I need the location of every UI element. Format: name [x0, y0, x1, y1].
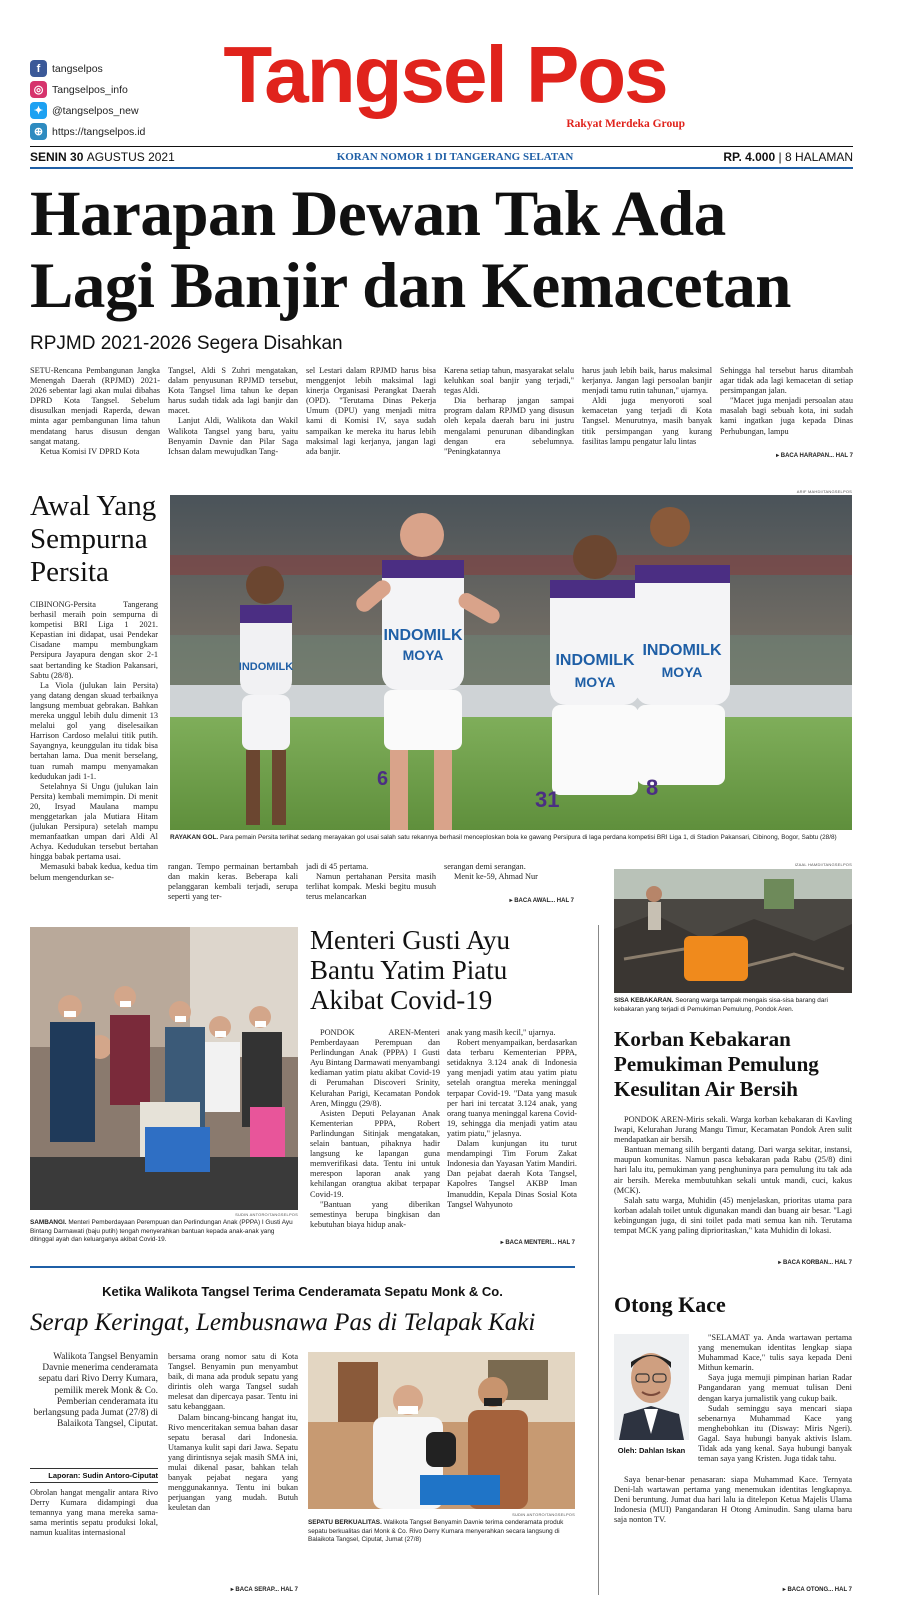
- arrow-right-icon: ▸: [500, 1240, 504, 1246]
- continue-text: BACA KORBAN... HAL 7: [782, 1260, 852, 1266]
- continue-text: BACA MENTERI... HAL 7: [505, 1240, 575, 1246]
- portrait-art: [614, 1334, 689, 1440]
- caption-text: Seorang warga tampak mengais sisa-sisa barang dari kebakaran yang terjadi di Pemukiman Pemulung, Pondok Aren.: [614, 997, 828, 1013]
- lead-text: harus jauh lebih baik, harus maksimal kerjanya. Jangan lagi persoalan banjir menjadi tamu rutin tahunan," ujarnya.: [582, 366, 712, 396]
- kebakaran-text: Bantuan memang silih berganti datang. Dari warga sekitar, instansi, maupun komunitas. Namun pasca kebakaran pada Rabu (25/8) dini hari lalu itu, pemukiman yang penghuninya para pemulung itu tak ada air bersih. Mereka membutuhkan sekali untuk mandi, cuci, kakus (MCK).: [614, 1145, 852, 1195]
- lead-text: Aldi juga menyoroti soal kemacetan yang terjadi di Kota Tangsel. Menurutnya, masih banyak titik persimpangan yang kurang fasilitas lampu pengatur lalu lintas: [582, 396, 712, 446]
- jersey-sponsor-text: MOYA: [402, 647, 444, 663]
- persita-continue-link[interactable]: [444, 897, 574, 904]
- sepatu-text: Walikota Tangsel Benyamin Davnie menerima cenderamata sepatu dari Rivo Derry Kumara, pemilik merek Monk & Co. Pemberian cenderamata itu berlangsung pada Jumat (27/8) di Balaikota Tangsel, Ciputat.: [33, 1352, 158, 1430]
- lead-text: "Macet juga menjadi persoalan atau masalah bagi sebuah kota, ini sudah kami ingatkan juga kepada Dinas Perhubungan, lampu: [720, 396, 853, 436]
- arrow-right-icon: ▸: [778, 1260, 782, 1266]
- publisher-group: Rakyat Merdeka Group: [566, 118, 685, 130]
- headline-line: Kesulitan Air Bersih: [614, 1077, 798, 1101]
- menteri-text: PONDOK AREN-Menteri Pemberdayaan Perempuan dan Perlindungan Anak (PPPA) I Gusti Ayu Bintang Darmawati menyambangi kediaman yatim piatu akibat Covid-19 di Perumahan Discoveri Srinity, Kelurahan Parigi, Kecamatan Pondok Aren, Minggu (29/8).: [310, 1028, 440, 1108]
- price-separator: |: [778, 150, 782, 164]
- otong-continue-link[interactable]: [614, 1586, 852, 1593]
- social-label: https://tangselpos.id: [52, 125, 146, 138]
- arrow-right-icon: ▸: [782, 1587, 786, 1593]
- minister-photo-caption: [30, 1219, 298, 1247]
- social-website[interactable]: [30, 121, 190, 142]
- issue-date: [30, 150, 175, 164]
- lead-col-5: [582, 366, 712, 466]
- arrow-right-icon: ▸: [509, 898, 513, 904]
- menteri-text: "Bantuan yang diberikan semestinya berupa bingkisan dan kebutuhan biaya hidup anak-: [310, 1199, 440, 1229]
- sepatu-text: Obrolan hangat mengalir antara Rivo Derry Kumara didampingi dua temannya yang mana mereka sama-sama merintis sepatu produksi lokal, namun kualitas internasional: [30, 1488, 158, 1538]
- headline-line: Sempurna: [30, 523, 148, 555]
- menteri-text: Robert menyampaikan, berdasarkan data terbaru Kementerian PPPA, setidaknya 3.124 anak di Indonesia yang menjadi yatim atau yatim piatu setelah orangtua mereka meninggal terpapar Covid-19. "Data yang masuk per hari ini tercatat 3.124 anak, yang orang tuanya meninggal karena Covid-19, sehingga dia menjadi yatim atau yatim piatu," jelasnya.: [447, 1038, 577, 1138]
- otong-text: "SELAMAT ya. Anda wartawan pertama yang menemukan identitas lengkap siapa Muhammad Kace," tulis saya kepada Deni Mithun kemarin.: [698, 1333, 852, 1373]
- menteri-continue-link[interactable]: [447, 1239, 575, 1246]
- continue-text: BACA OTONG... HAL 7: [787, 1587, 852, 1593]
- persita-col-2: [168, 862, 298, 908]
- lead-text: Sehingga hal tersebut harus ditambah agar tidak ada lagi kemacetan di setiap persimpangan jalan.: [720, 366, 853, 396]
- continue-text: BACA AWAL... HAL 7: [514, 898, 574, 904]
- headline-line: Bantu Yatim Piatu: [310, 955, 508, 985]
- lead-headline-line2: Lagi Banjir dan Kemacetan: [30, 250, 791, 322]
- persita-text: serangan demi serangan.: [444, 862, 526, 871]
- column-divider: [598, 925, 599, 1595]
- headline-line: Akibat Covid-19: [310, 985, 493, 1015]
- lead-subhead: RPJMD 2021-2026 Segera Disahkan: [30, 333, 343, 354]
- menteri-headline[interactable]: [310, 925, 590, 1015]
- persita-headline[interactable]: [30, 490, 170, 589]
- sepatu-kicker: Ketika Walikota Tangsel Terima Cenderamata Sepatu Monk & Co.: [102, 1284, 503, 1299]
- lead-col-2: [168, 366, 298, 466]
- price-info: [680, 150, 853, 164]
- fire-photo-caption: [614, 997, 852, 1017]
- jersey-number: 6: [377, 768, 389, 790]
- kebakaran-text: PONDOK AREN-Miris sekali. Warga korban kebakaran di Kavling Iwapi, Kelurahan Jurang Mangu Timur, Kecamatan Pondok Aren sulit mendapatkan air bersih.: [614, 1115, 852, 1145]
- caption-text: Para pemain Persita terlihat sedang merayakan gol usai salah satu rekannya berhasil menceploskan bola ke gawang Persipura di laga perdana kompetisi BRI Liga 1, di Stadion Pakansari, Cibinong, Bogor, Sabtu (28/8): [219, 834, 837, 841]
- sepatu-text: Dalam bincang-bincang hangat itu, Rivo menceritakan semua bahan dasar sepatu berasal dari Indonesia. Utamanya kulit sapi dari Jawa. Sepatu yang dirintisnya sejak masih SMA ini, mulai dikenal pasar, bahkan telah banyak pejabat negara yang menggunakannya. Tentu ini bukan perjuangan yang mudah. Butuh keuletan dan: [168, 1412, 298, 1513]
- lead-col-3: [306, 366, 436, 466]
- header-rule-bottom: [30, 167, 853, 169]
- photo-credit: IZAAL HAMDI/TANGSELPOS: [794, 862, 852, 867]
- persita-text: Namun pertahanan Persita masih terlihat kompak. Meski begitu musuh terus melancarkan: [306, 872, 436, 902]
- arrow-right-icon: ▸: [776, 453, 780, 459]
- shoe-photo-art: [308, 1352, 575, 1509]
- jersey-number: 31: [535, 787, 560, 812]
- menteri-col-2: [447, 1028, 577, 1228]
- headline-line: Persita: [30, 556, 109, 588]
- lead-text: SETU-Rencana Pembangunan Jangka Menengah Daerah (RPJMD) 2021-2026 sebentar lagi akan mulai dibahas DPRD Kota Tangsel. Sebelum disusulkan menjadi Raperda, dewan minta agar pembangunan lima tahun mendatang harus disusun dengan sangat matang.: [30, 366, 160, 446]
- otong-text: Saya benar-benar penasaran: siapa Muhammad Kace. Ternyata Deni-lah wartawan pertama yang menemukan identitas lengkapnya. Deni beruntung. Jumat dua hari lalu ia ditelepon Ketua Majelis Ulama Indonesia (MUI) Pangandaran H Otong Aminudin. Sang ulama baru saja nonton TV.: [614, 1475, 852, 1525]
- lead-col-6: [720, 366, 853, 448]
- section-rule: [30, 1266, 575, 1268]
- otong-body-bottom: [614, 1475, 852, 1577]
- persita-text: jadi di 45 pertama.: [306, 862, 369, 871]
- lead-text: Dia berharap jangan sampai program dalam RPJMD yang disusun oleh kepala daerah baru ini justru mengalami penurunan dibandingkan dengan era sebelumnya. "Peningkatannya: [444, 396, 574, 456]
- instagram-icon: ◎: [30, 81, 47, 98]
- headline-line: Menteri Gusti Ayu: [310, 925, 511, 955]
- jersey-sponsor-text: INDOMILK: [642, 642, 722, 659]
- header-rule-top: [30, 146, 853, 147]
- kebakaran-continue-link[interactable]: [614, 1259, 852, 1266]
- kebakaran-body: [614, 1115, 852, 1250]
- lead-col-1: [30, 366, 160, 466]
- headline-line: Korban Kebakaran: [614, 1027, 791, 1051]
- lead-continue-link[interactable]: [720, 452, 853, 459]
- sepatu-headline[interactable]: Serap Keringat, Lembusnawa Pas di Telapak Kaki: [30, 1309, 536, 1336]
- minister-photo-art: [30, 927, 298, 1210]
- date-day: SENIN: [30, 150, 67, 164]
- author-portrait: [614, 1334, 689, 1440]
- social-label: Tangselpos_info: [52, 83, 128, 96]
- jersey-sponsor-text: INDOMILK: [238, 661, 294, 673]
- kebakaran-headline[interactable]: [614, 1027, 859, 1102]
- persita-text: rangan. Tempo permainan bertambah dan makin keras. Beberapa kali pelanggaran kembali terjadi, serupa seperti yang ter-: [168, 862, 298, 902]
- persita-text: Memasuki babak kedua, kedua tim belum mengendurkan se-: [30, 862, 158, 882]
- sepatu-intro: [30, 1352, 158, 1464]
- menteri-col-1: [310, 1028, 440, 1248]
- social-instagram[interactable]: [30, 79, 190, 100]
- photo-credit: SUDIN ANTORO/TANGSELPOS: [235, 1212, 298, 1217]
- social-twitter[interactable]: [30, 100, 190, 121]
- continue-text: BACA HARAPAN... HAL 7: [780, 453, 853, 459]
- caption-text: Walikota Tangsel Benyamin Davnie terima cenderamata produk sepatu berkualitas dari Monk & Co. Rivo Derry Kumara menyerahkan secara langsung di Balaikota Tangsel, Ciputat, Jumat (27/8): [308, 1519, 564, 1544]
- persita-photo-art: [170, 495, 852, 830]
- menteri-text: anak yang masih kecil," ujarnya.: [447, 1028, 556, 1037]
- caption-label: SISA KEBAKARAN.: [614, 997, 674, 1004]
- otong-title[interactable]: Otong Kace: [614, 1292, 726, 1317]
- lead-text: Ketua Komisi IV DPRD Kota: [40, 446, 140, 456]
- continue-text: BACA SERAP... HAL 7: [235, 1587, 298, 1593]
- lead-text: sel Lestari dalam RPJMD harus bisa menggenjot lebih maksimal lagi kinerja Organisasi Perangkat Daerah (OPD). "Terutama Dinas Pekerja Umum (DPU) yang menjadi mitra kami di Komisi IV, saya sudah sampaikan ke mereka itu harus lebih maksimal lagi kerjanya, jangan lagi ada banjir.: [306, 366, 436, 456]
- persita-col-4: [444, 862, 574, 892]
- kebakaran-text: Salah satu warga, Muhidin (45) menjelaskan, prioritas utama para korban adalah toilet untuk digunakan mandi dan buang air besar. "Lagi kebingungan juga, di sini toilet pada mati semua kan nih. Terutama tempat MCK yang paling diprioritaskan," kata Muhidin di lokasi.: [614, 1195, 852, 1236]
- lead-text: Tangsel, Aldi S Zuhri mengatakan, dalam penyusunan RPJMD tersebut, Kota Tangsel lima tahun ke depan harus sudah tidak ada lagi banjir dan macet.: [168, 366, 298, 416]
- sepatu-text: bersama orang nomor satu di Kota Tangsel. Benyamin pun menyambut baik, di mana ada produk sepatu yang dirintis oleh warga Tangsel sudah melesat dan dipercaya pasar. Tentu ini satu kebanggaan.: [168, 1352, 298, 1412]
- persita-col-3: [306, 862, 436, 908]
- date-rest: AGUSTUS 2021: [86, 150, 175, 164]
- sepatu-col-1: [30, 1488, 158, 1583]
- fire-photo-art: [614, 869, 852, 993]
- persita-photo-caption: [170, 834, 852, 854]
- caption-label: SEPATU BERKUALITAS.: [308, 1519, 382, 1526]
- sepatu-byline: Laporan: Sudin Antoro-Ciputat: [30, 1468, 158, 1483]
- persita-celebration-photo: [170, 495, 852, 830]
- sepatu-col-2: [168, 1352, 298, 1582]
- sepatu-continue-link[interactable]: [168, 1586, 298, 1593]
- menteri-text: Dalam kunjungan itu turut mendampingi Tim Forum Zakat Indonesia dan Yayasan Yatim Mandiri. Dan pejabat daerah Kota Tangsel, Kapolres Tangsel AKBP Iman Imanuddin, Kepala Dinas Sosial Kota Tangsel Wahyunoto: [447, 1139, 577, 1209]
- persita-text: Menit ke-59, Ahmad Nur: [454, 872, 538, 882]
- headline-line: Awal Yang: [30, 490, 157, 522]
- globe-icon: ⊕: [30, 123, 47, 140]
- lead-col-4: [444, 366, 574, 466]
- menteri-text: Asisten Deputi Pelayanan Anak Kementerian PPPA, Robert Parlindungan Sitinjak mengatakan, selain bantuan, pihaknya hadir langsung ke lapangan guna memverifikasi data. Tentu ini untuk merespon laporan anak yang kehilangan orangtua akibat terpapar Covid-19.: [310, 1108, 440, 1199]
- masthead-logo[interactable]: Tangsel Pos: [223, 30, 667, 119]
- tagline: KORAN NOMOR 1 DI TANGERANG SELATAN: [336, 151, 574, 163]
- photo-credit: ARIF MAHDI/TANGSELPOS: [796, 489, 852, 494]
- otong-text: Saya juga memuji pimpinan harian Radar Pangandaran yang memuat tulisan Deni dengan karya jurnalistik yang cukup baik.: [698, 1373, 852, 1403]
- shoe-photo-caption: [308, 1519, 575, 1547]
- date-num: 30: [70, 150, 84, 164]
- author-caption: Oleh: Dahlan Iskan: [617, 1446, 686, 1455]
- page-count: 8 HALAMAN: [784, 150, 853, 164]
- otong-body-top: [698, 1333, 852, 1473]
- price: RP. 4.000: [723, 150, 776, 164]
- twitter-icon: ✦: [30, 102, 47, 119]
- arrow-right-icon: ▸: [230, 1587, 234, 1593]
- lead-headline-line1: Harapan Dewan Tak Ada: [30, 178, 726, 250]
- lead-headline[interactable]: [30, 178, 860, 322]
- social-facebook[interactable]: [30, 58, 190, 79]
- shoe-handover-photo: [308, 1352, 575, 1509]
- caption-label: SAMBANGI.: [30, 1219, 67, 1226]
- jersey-number: 8: [646, 775, 659, 800]
- jersey-sponsor-text: MOYA: [574, 674, 616, 690]
- lead-text: Lanjut Aldi, Walikota dan Wakil Walikota Tangsel yang baru, yaitu Benyamin Davnie dan Pilar Saga Ichsan dalam mewujudkan Tang-: [168, 416, 298, 456]
- fire-aftermath-photo: [614, 869, 852, 993]
- facebook-icon: f: [30, 60, 47, 77]
- caption-text: Menteri Pemberdayaan Perempuan dan Perlindungan Anak (PPPA) I Gusti Ayu Bintang Darmawati (baju putih) tengah menyerahkan bantuan kepada anak-anak yang ditinggal ayah dan keluarganya akibat Covid-19.: [30, 1219, 293, 1244]
- lead-text: Karena setiap tahun, masyarakat selalu keluhkan soal banjir yang terjadi," tegas Aldi.: [444, 366, 574, 396]
- jersey-sponsor-text: INDOMILK: [383, 627, 463, 644]
- minister-visit-photo: [30, 927, 298, 1210]
- caption-label: RAYAKAN GOL.: [170, 834, 219, 841]
- jersey-sponsor-text: MOYA: [661, 664, 703, 680]
- social-links: [30, 58, 190, 142]
- social-label: @tangselpos_new: [52, 104, 139, 117]
- persita-col-1: [30, 600, 158, 905]
- otong-text: Sudah seminggu saya mencari siapa sebenarnya Muhammad Kace yang menghebohkan itu (Disway: Miris Ngeri). Gagal. Saya hubungi banyak aktivis Islam. Tidak ada yang kenal. Saya hubungi banyak teman saya yang Kristen. Juga tidak tahu.: [698, 1403, 852, 1464]
- persita-text: Setelahnya Si Ungu (julukan lain Persita) kembali memimpin. Di menit 20, Irsyad Maulana mampu menggetarkan jala Mutiara Hitam (julukan Persipura) setelah mampu memanfaatkan umpan dari Aldi Al Achya. Kedudukan tersebut bertahan hingga babak pertama usai.: [30, 781, 158, 862]
- persita-text: La Viola (julukan lain Persita) yang datang dengan skuad terbaiknya langsung membuat gebrakan. Bahkan mereka unggul lebih dulu dimenit 13 melalui gol yang diselesaikan Harrison Cardoso melalui titik putih. Sayangnya, keunggulan itu tidak bisa bertahan lama. Dua menit berselang, tuan rumah mampu menyamakan kedudukan jadi 1-1.: [30, 680, 158, 781]
- social-label: tangselpos: [52, 62, 103, 75]
- jersey-sponsor-text: INDOMILK: [555, 652, 635, 669]
- headline-line: Pemukiman Pemulung: [614, 1052, 819, 1076]
- photo-credit: SUDIN ANTORO/TANGSELPOS: [512, 1512, 575, 1517]
- persita-text: CIBINONG-Persita Tangerang berhasil meraih poin sempurna di kompetisi BRI Liga 1 2021. Kepastian ini didapat, usai Pendekar Cisadane mampu membungkam Persipura Jayapura dengan skor 2-1 saat bertanding ke Stadion Pakansari, Sabtu (28/8).: [30, 600, 158, 680]
